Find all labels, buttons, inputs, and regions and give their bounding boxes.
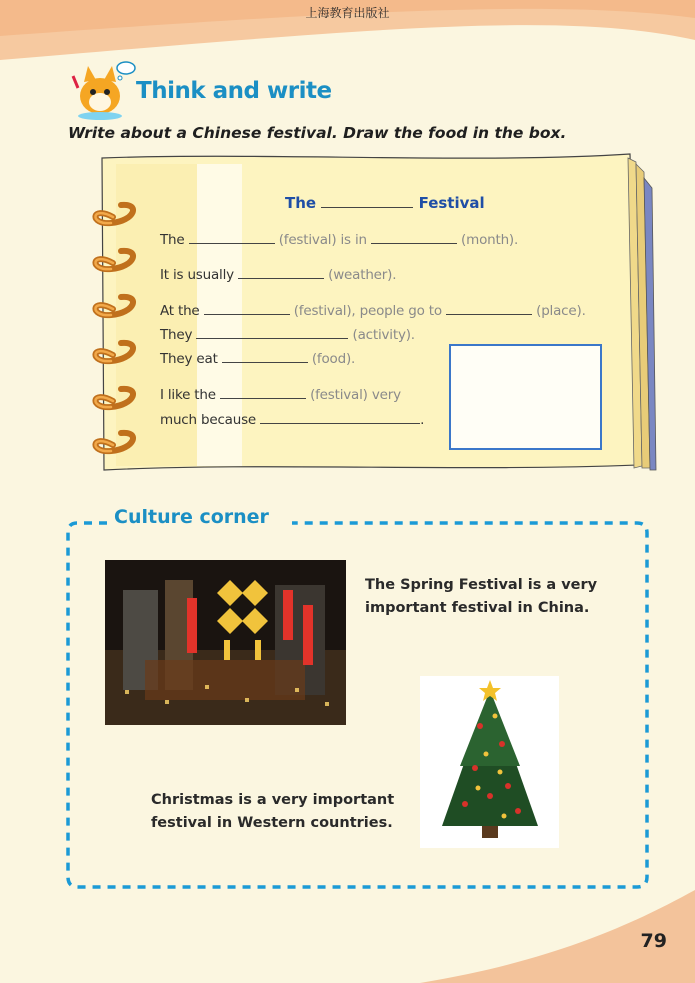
text: They: [160, 327, 193, 343]
festival-blank[interactable]: [204, 301, 290, 315]
notebook-line-6: [160, 385, 401, 403]
publisher-name: 上海教育出版社: [305, 6, 390, 20]
text: .: [420, 412, 425, 428]
hint: (month).: [461, 232, 519, 248]
reason-blank[interactable]: [260, 410, 420, 424]
text: It is usually: [160, 267, 234, 283]
notebook-line-5: [160, 349, 355, 367]
weather-blank[interactable]: [238, 265, 324, 279]
page-number: 79: [640, 930, 667, 952]
food-blank[interactable]: [222, 349, 308, 363]
spring-text-line-1: The Spring Festival is a very: [365, 577, 598, 593]
spring-text-line-2: important festival in China.: [365, 600, 590, 616]
instruction-text: Write about a Chinese festival. Draw the food in the box.: [68, 124, 567, 142]
festival-blank[interactable]: [189, 230, 275, 244]
christmas-tree-photo: [420, 676, 559, 848]
hint: (festival) very: [310, 387, 401, 403]
title-pre: The: [285, 194, 317, 212]
festival-name-blank[interactable]: [321, 194, 413, 208]
christmas-text: [151, 789, 394, 835]
notebook-line-4: [160, 325, 415, 343]
text: much because: [160, 412, 257, 428]
hint: (activity).: [352, 327, 415, 343]
hint: (festival) is in: [278, 232, 367, 248]
spring-festival-text: [365, 574, 597, 620]
activity-blank[interactable]: [196, 325, 348, 339]
food-drawing-box[interactable]: [449, 344, 602, 450]
section-title: Think and write: [136, 78, 332, 104]
title-post: Festival: [418, 194, 485, 212]
text: At the: [160, 303, 200, 319]
notebook-title: [285, 194, 485, 212]
text: I like the: [160, 387, 216, 403]
notebook-line-7: [160, 410, 424, 428]
hint: (place).: [536, 303, 586, 319]
festival-blank[interactable]: [220, 385, 306, 399]
text: The: [160, 232, 185, 248]
notebook-line-2: [160, 265, 396, 283]
notebook-line-1: [160, 230, 518, 248]
culture-corner-title: Culture corner: [111, 506, 272, 528]
hint: (festival), people go to: [293, 303, 442, 319]
notebook-spiral: [85, 195, 155, 465]
cat-mascot-icon: [70, 58, 136, 120]
spring-festival-photo: [105, 560, 346, 725]
place-blank[interactable]: [446, 301, 532, 315]
christmas-text-line-1: Christmas is a very important: [151, 792, 395, 808]
month-blank[interactable]: [371, 230, 457, 244]
notebook-line-3: [160, 301, 586, 319]
christmas-text-line-2: festival in Western countries.: [151, 815, 393, 831]
text: They eat: [160, 351, 218, 367]
hint: (food).: [311, 351, 356, 367]
hint: (weather).: [328, 267, 397, 283]
